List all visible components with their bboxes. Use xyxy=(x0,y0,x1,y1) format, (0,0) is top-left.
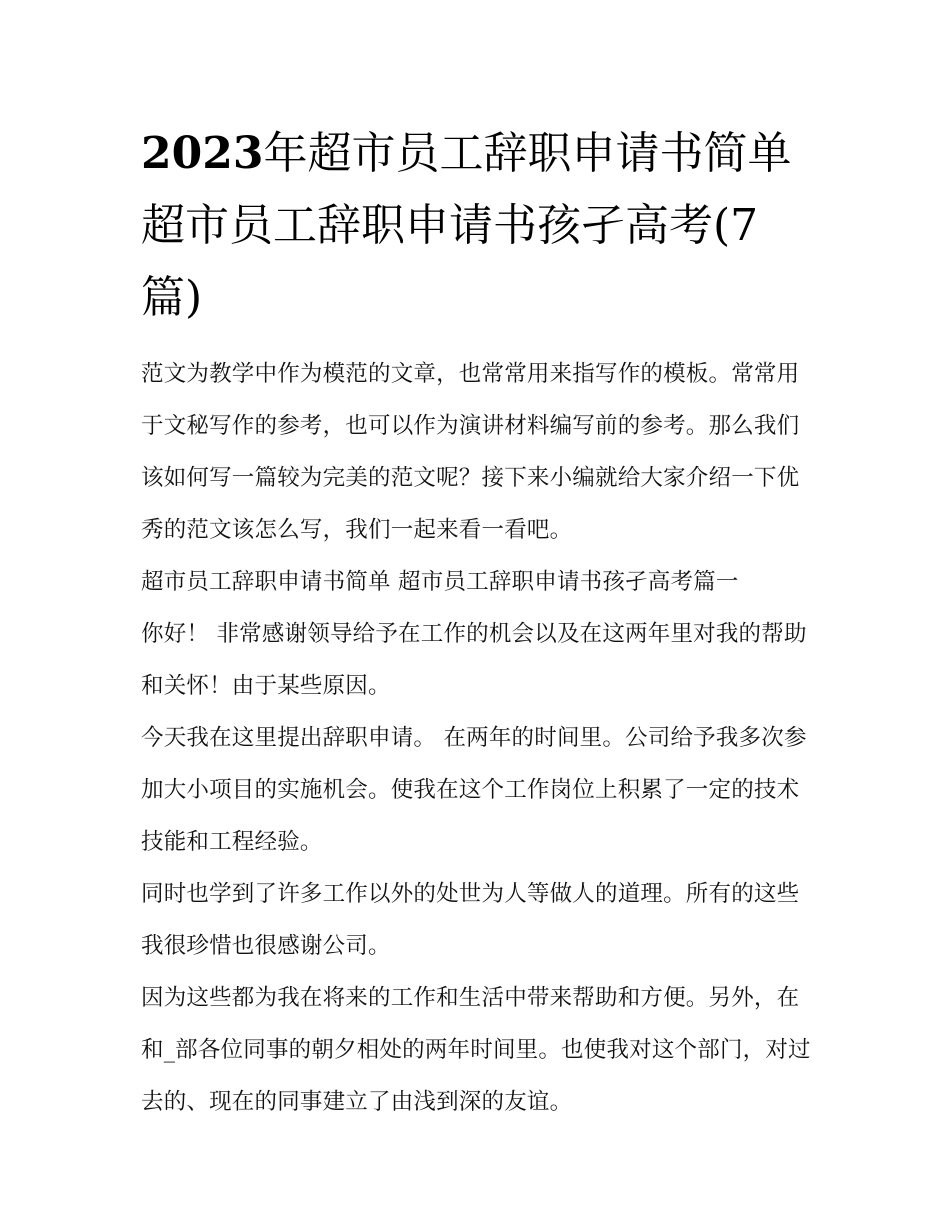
paragraph-greeting: 你好！ 非常感谢领导给予在工作的机会以及在这两年里对我的帮助和关怀！由于某些原因。 xyxy=(141,621,807,699)
paragraph-section-heading: 超市员工辞职申请书简单 超市员工辞职申请书孩孑高考篇一 xyxy=(141,569,739,595)
paragraph-gratitude: 同时也学到了许多工作以外的处世为人等做人的道理。所有的这些我很珍惜也很感谢公司。 xyxy=(141,881,800,959)
document-body xyxy=(141,348,813,1128)
title-text: 年超市员工辞职申请书简单 超市员工辞职申请书孩孑高考(7篇) xyxy=(141,128,792,323)
title-year: 2023 xyxy=(141,128,264,179)
document-page xyxy=(141,118,813,1128)
paragraph-intro: 范文为教学中作为模范的文章，也常常用来指写作的模板。常常用于文秘写作的参考，也可以作为演讲材料编写前的参考。那么我们该如何写一篇较为完美的范文呢？接下来小编就给大家介绍一下优秀的范文该怎么写，我们一起来看一看吧。 xyxy=(141,361,800,543)
paragraph-resignation: 今天我在这里提出辞职申请。 在两年的时间里。公司给予我多次参加大小项目的实施机会。使我在这个工作岗位上积累了一定的技术技能和工程经验。 xyxy=(141,725,807,855)
paragraph-friendship: 因为这些都为我在将来的工作和生活中带来帮助和方便。另外，在和_部各位同事的朝夕相处的两年时间里。也使我对这个部门，对过去的、现在的同事建立了由浅到深的友谊。 xyxy=(141,985,811,1115)
document-title xyxy=(141,118,813,334)
